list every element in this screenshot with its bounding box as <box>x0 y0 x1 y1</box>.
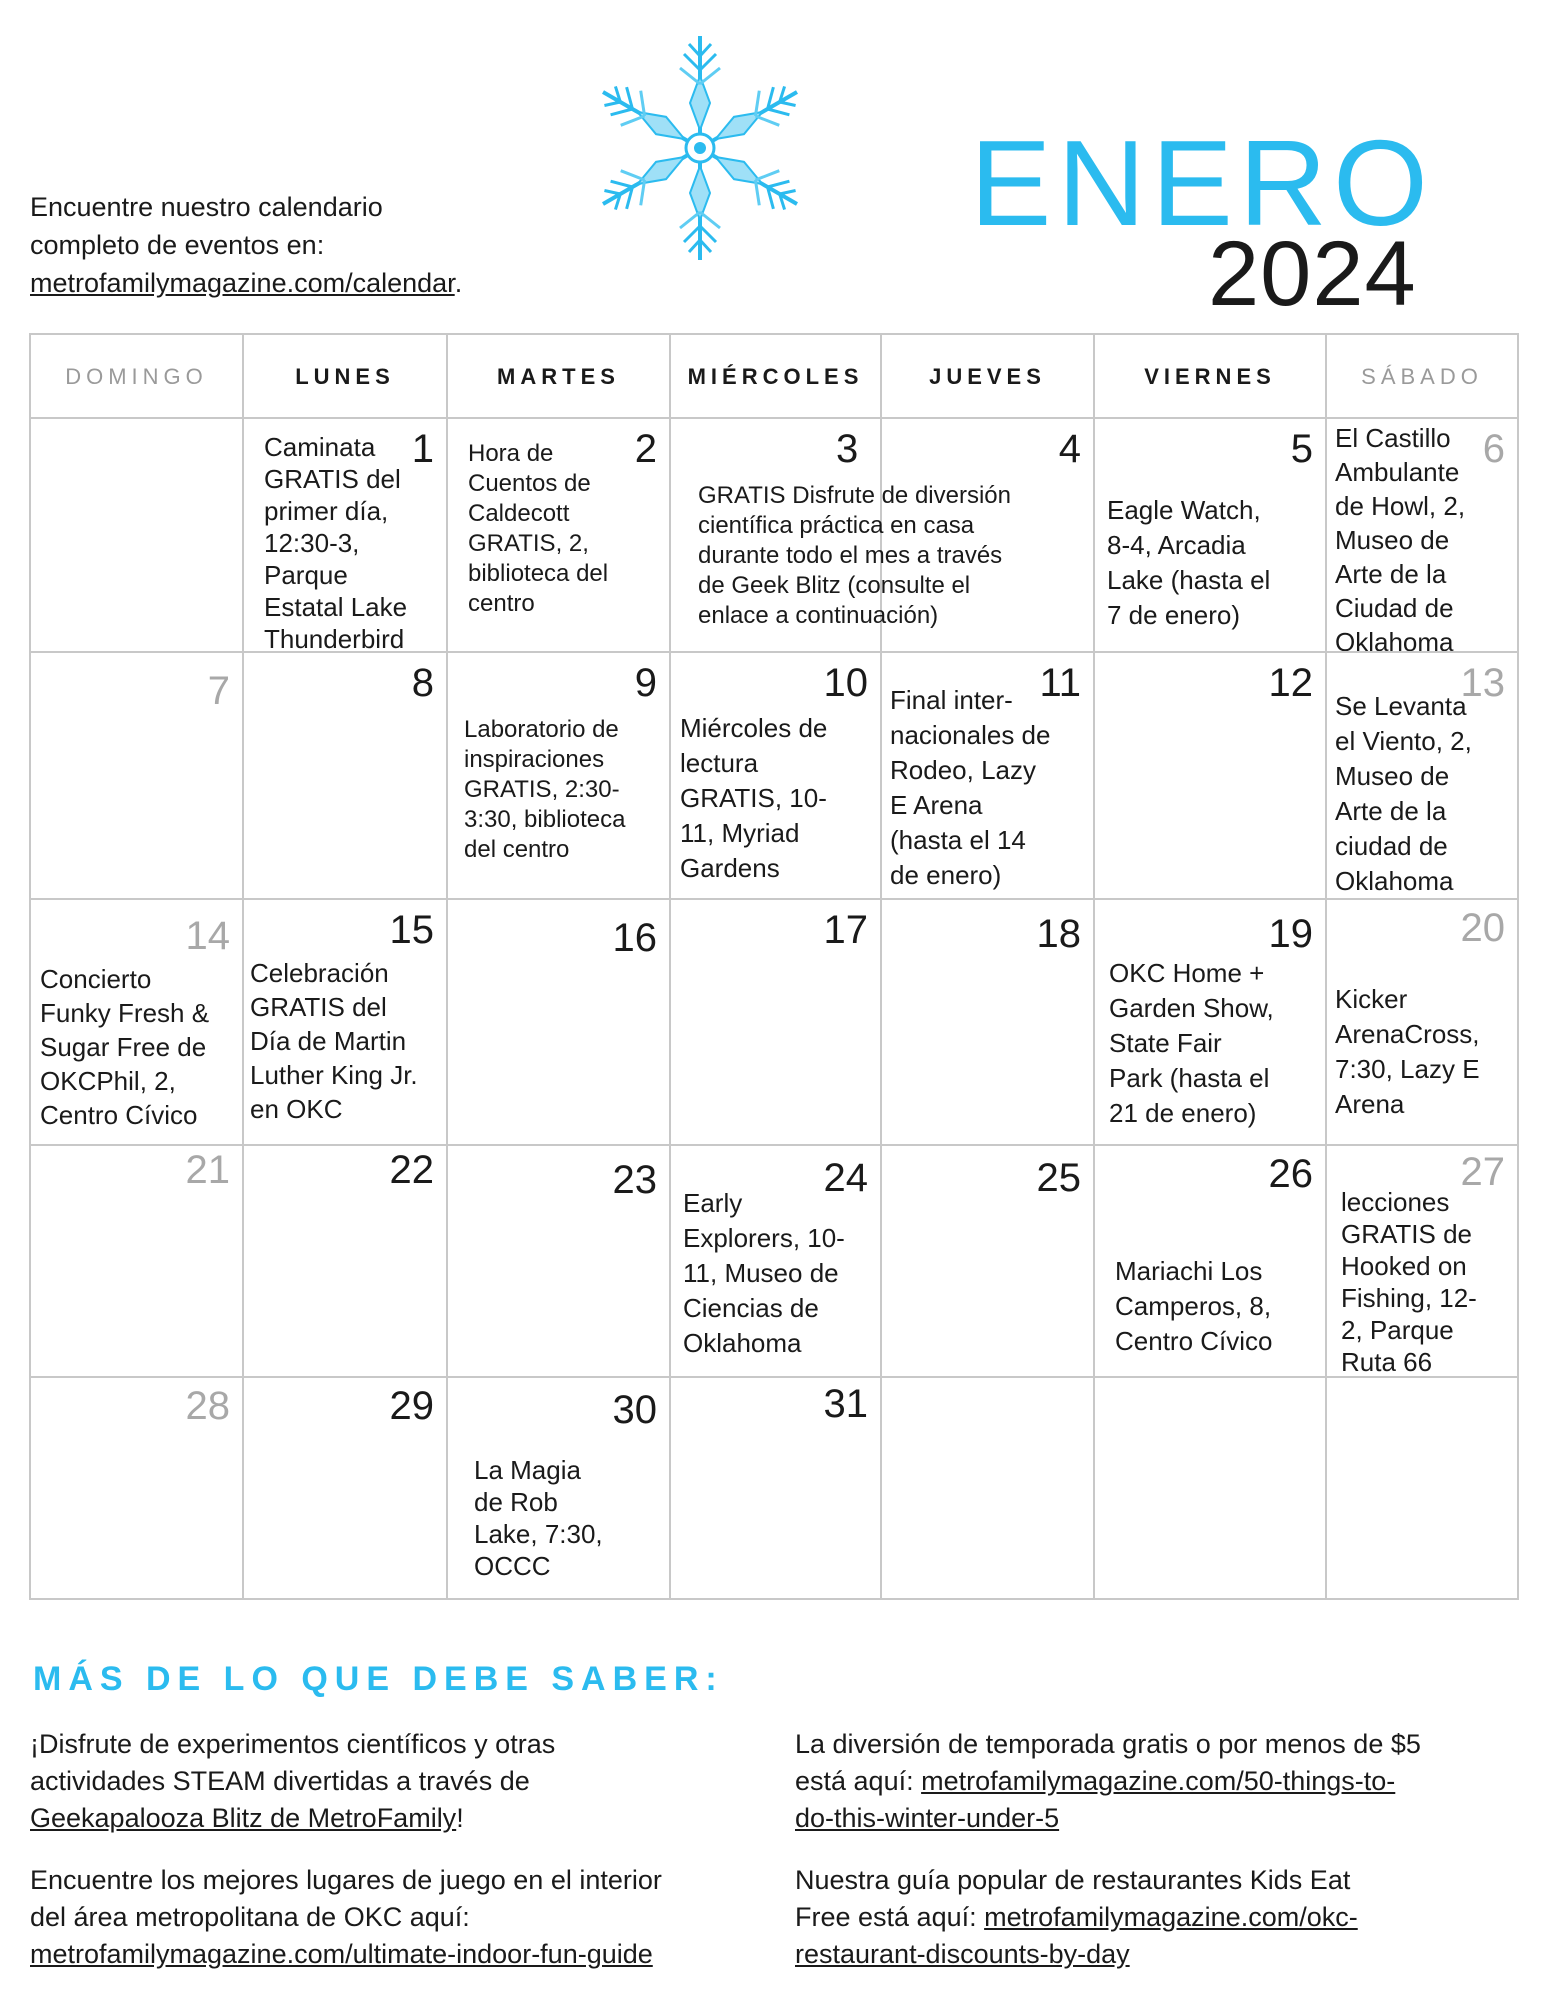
day-cell-27[interactable] <box>1327 1146 1517 1376</box>
day-cell-7[interactable] <box>31 653 242 898</box>
event-text: Early Explorers, 10- 11, Museo de Ciencias de Oklahoma <box>683 1188 845 1358</box>
day-number: 19 <box>1268 912 1313 956</box>
day-number: 31 <box>823 1382 868 1426</box>
weekday-tuesday: MARTES <box>497 364 620 389</box>
winter-under-5-link-cont[interactable]: do-this-winter-under-5 <box>795 1803 1060 1833</box>
calendar-link[interactable]: metrofamilymagazine.com/calendar <box>30 268 455 298</box>
day-cell-empty <box>1327 1378 1517 1598</box>
year-title: 2024 <box>1208 223 1417 325</box>
event-text: Mariachi Los Camperos, 8, Centro Cívico <box>1115 1256 1273 1356</box>
day-cell-25[interactable] <box>882 1146 1093 1376</box>
restaurant-discounts-link-cont[interactable]: restaurant-discounts-by-day <box>795 1939 1130 1969</box>
winter-under-5-link[interactable]: metrofamilymagazine.com/50-things-to- <box>921 1766 1396 1796</box>
weekday-wednesday: MIÉRCOLES <box>687 364 864 389</box>
day-cell-9[interactable] <box>448 653 669 898</box>
day-cell-12[interactable] <box>1095 653 1325 898</box>
day-cell-15[interactable] <box>244 900 446 1144</box>
day-cell-empty <box>882 1378 1093 1598</box>
day-cell-empty <box>1095 1378 1325 1598</box>
day-number: 14 <box>185 914 230 958</box>
day-number: 11 <box>1039 661 1081 705</box>
section-title: MÁS DE LO QUE DEBE SABER: <box>33 1660 724 1698</box>
day-number: 3 <box>836 427 859 471</box>
day-number: 4 <box>1058 427 1081 471</box>
day-number: 12 <box>1268 661 1313 705</box>
weekday-monday: LUNES <box>295 364 395 389</box>
day-number: 27 <box>1460 1150 1505 1194</box>
day-number: 17 <box>823 908 868 952</box>
day-cell-5[interactable] <box>1095 419 1325 651</box>
day-number: 9 <box>634 661 657 705</box>
day-number: 21 <box>185 1148 230 1192</box>
day-cell-29[interactable] <box>244 1378 446 1598</box>
day-number: 8 <box>411 661 434 705</box>
day-number: 26 <box>1268 1152 1313 1196</box>
day-number: 23 <box>612 1158 657 1202</box>
event-text: Caminata GRATIS del primer día, 12:30-3, Parque Estatal Lake Thunderbird <box>264 432 408 654</box>
calendar-grid <box>29 333 1519 1600</box>
info-paragraph-kids-eat-free: Nuestra guía popular de restaurantes Kids Eat Free está aquí: metrofamilymagazine.com/okc- restaurant-discounts-by-day <box>795 1865 1358 1969</box>
event-text: Eagle Watch, 8-4, Arcadia Lake (hasta el 7 de enero) <box>1107 495 1271 630</box>
day-number: 30 <box>612 1388 657 1432</box>
weekday-thursday: JUEVES <box>929 364 1046 389</box>
day-cell-empty <box>31 419 242 651</box>
info-paragraph-steam: ¡Disfrute de experimentos científicos y otras actividades STEAM divertidas a través de Geekapalooza Blitz de MetroFamily! <box>30 1729 556 1833</box>
day-cell-16[interactable] <box>448 900 669 1144</box>
day-cell-22[interactable] <box>244 1146 446 1376</box>
event-text: Concierto Funky Fresh & Sugar Free de OKCPhil, 2, Centro Cívico <box>40 964 210 1130</box>
event-text: La Magia de Rob Lake, 7:30, OCCC <box>474 1455 603 1581</box>
event-text: Hora de Cuentos de Caldecott GRATIS, 2, biblioteca del centro <box>468 440 609 617</box>
intro-line-2: completo de eventos en: <box>30 230 325 260</box>
day-cell-24[interactable] <box>671 1146 880 1376</box>
day-cell-11[interactable] <box>882 653 1093 898</box>
day-number: 22 <box>389 1148 434 1192</box>
day-number: 1 <box>411 427 434 471</box>
day-cell-19[interactable] <box>1095 900 1325 1144</box>
day-cell-28[interactable] <box>31 1378 242 1598</box>
weekday-saturday: SÁBADO <box>1361 364 1483 389</box>
month-title: ENERO <box>970 115 1434 251</box>
day-cell-21[interactable] <box>31 1146 242 1376</box>
day-cell-26[interactable] <box>1095 1146 1325 1376</box>
day-number: 20 <box>1460 906 1505 950</box>
day-number: 2 <box>634 427 657 471</box>
day-cell-2[interactable] <box>448 419 669 651</box>
geekapalooza-link[interactable]: Geekapalooza Blitz de MetroFamily <box>30 1803 457 1833</box>
day-cell-1[interactable] <box>244 419 446 654</box>
day-cell-17[interactable] <box>671 900 880 1144</box>
indoor-fun-guide-link[interactable]: metrofamilymagazine.com/ultimate-indoor-fun-guide <box>30 1939 653 1969</box>
day-cell-14[interactable] <box>31 900 242 1144</box>
day-number: 24 <box>823 1156 868 1200</box>
day-number: 28 <box>185 1384 230 1428</box>
event-text: Se Levanta el Viento, 2, Museo de Arte de la ciudad de Oklahoma <box>1335 691 1472 896</box>
day-cell-18[interactable] <box>882 900 1093 1144</box>
day-cell-13[interactable] <box>1327 653 1517 898</box>
day-number: 13 <box>1460 661 1505 705</box>
restaurant-discounts-link[interactable]: metrofamilymagazine.com/okc- <box>984 1902 1358 1932</box>
event-text: Final inter- nacionales de Rodeo, Lazy E Arena (hasta el 14 de enero) <box>890 685 1051 890</box>
day-number: 7 <box>207 669 230 713</box>
day-number: 29 <box>389 1384 434 1428</box>
event-text: Miércoles de lectura GRATIS, 10- 11, Myriad Gardens <box>680 713 828 883</box>
day-number: 5 <box>1290 427 1313 471</box>
day-number: 10 <box>823 661 868 705</box>
event-text: Kicker ArenaCross, 7:30, Lazy E Arena <box>1335 984 1480 1119</box>
event-text: Laboratorio de inspiraciones GRATIS, 2:30- 3:30, biblioteca del centro <box>464 716 626 863</box>
day-cell-31[interactable] <box>671 1378 880 1598</box>
snowflake-icon <box>580 28 820 268</box>
event-text: El Castillo Ambulante de Howl, 2, Museo de Arte de la Ciudad de Oklahoma <box>1335 423 1466 651</box>
day-cell-8[interactable] <box>244 653 446 898</box>
day-number: 18 <box>1036 912 1081 956</box>
day-cell-20[interactable] <box>1327 900 1517 1144</box>
day-number: 15 <box>389 908 434 952</box>
day-cell-30[interactable] <box>448 1378 669 1598</box>
intro-line-1: Encuentre nuestro calendario <box>30 192 383 222</box>
event-text: lecciones GRATIS de Hooked on Fishing, 12- 2, Parque Ruta 66 <box>1341 1187 1477 1376</box>
event-text-geek-blitz: GRATIS Disfrute de diversión científica práctica en casa durante todo el mes a través de Geek Blitz (consulte el enlace a continuación) <box>698 482 1011 629</box>
weekday-sunday: DOMINGO <box>65 364 208 389</box>
intro-link-suffix: . <box>454 268 463 298</box>
event-text: OKC Home + Garden Show, State Fair Park (hasta el 21 de enero) <box>1109 958 1274 1128</box>
day-cell-23[interactable] <box>448 1146 669 1376</box>
event-text: Celebración GRATIS del Día de Martin Luther King Jr. en OKC <box>250 958 418 1124</box>
weekday-friday: VIERNES <box>1144 364 1276 389</box>
intro-text <box>30 188 590 302</box>
info-paragraph-seasonal: La diversión de temporada gratis o por menos de $5 está aquí: metrofamilymagazine.com/50-things-to- do-this-winter-under-5 <box>795 1729 1421 1833</box>
intro-link-line <box>30 264 590 302</box>
info-paragraph-indoor: Encuentre los mejores lugares de juego en el interior del área metropolitana de OKC aquí: metrofamilymagazine.com/ultimate-indoor-fun-guide <box>30 1865 662 1969</box>
day-cell-6[interactable] <box>1327 419 1517 651</box>
day-cell-10[interactable] <box>671 653 880 898</box>
day-number: 25 <box>1036 1156 1081 1200</box>
day-number: 6 <box>1482 427 1505 471</box>
day-number: 16 <box>612 916 657 960</box>
